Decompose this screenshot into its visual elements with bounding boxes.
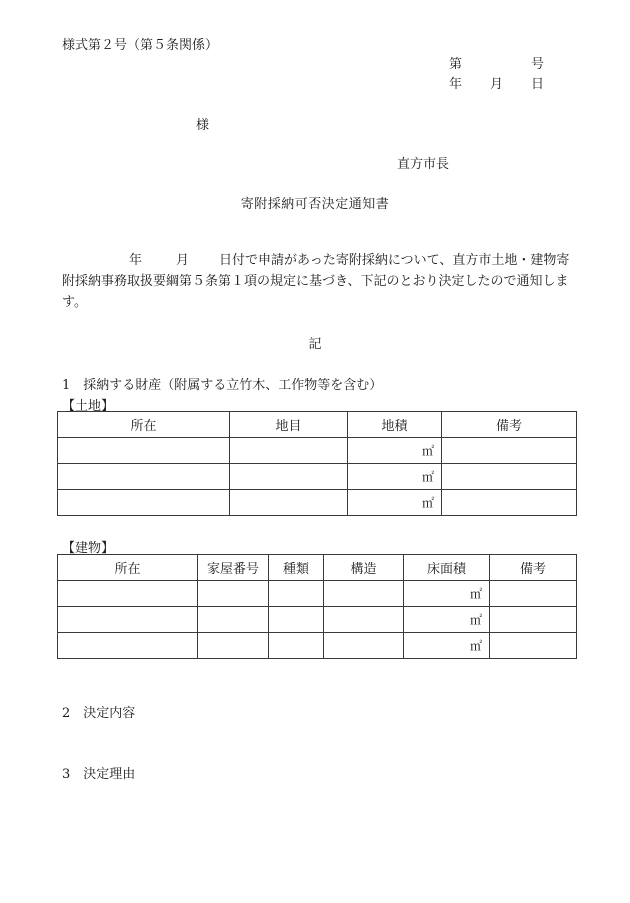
bldg-cell-location[interactable] xyxy=(58,607,198,633)
bldg-col-floor-area: 床面積 xyxy=(404,555,490,581)
land-cell-area[interactable]: ㎡ xyxy=(348,438,442,464)
bldg-cell-type[interactable] xyxy=(269,607,324,633)
bldg-cell-structure[interactable] xyxy=(324,581,404,607)
date-year: 年 xyxy=(449,77,463,92)
land-col-category: 地目 xyxy=(230,412,348,438)
section-2-heading: 2 決定内容 xyxy=(62,706,136,721)
bldg-cell-house-number[interactable] xyxy=(198,633,269,659)
section-3-heading: 3 決定理由 xyxy=(62,767,136,782)
body-year: 年 xyxy=(129,253,143,268)
land-cell-category[interactable] xyxy=(230,464,348,490)
document-number-prefix: 第 xyxy=(449,57,463,72)
table-row xyxy=(58,633,577,659)
land-cell-remarks[interactable] xyxy=(442,438,577,464)
form-label: 様式第２号（第５条関係） xyxy=(62,38,219,53)
land-col-location: 所在 xyxy=(58,412,230,438)
bldg-cell-type[interactable] xyxy=(269,581,324,607)
ki-heading: 記 xyxy=(308,337,322,352)
bldg-cell-house-number[interactable] xyxy=(198,607,269,633)
land-col-remarks: 備考 xyxy=(442,412,577,438)
table-row xyxy=(58,581,577,607)
building-label: 【建物】 xyxy=(62,541,115,556)
body-month: 月 xyxy=(176,253,190,268)
date-day: 日 xyxy=(531,77,545,92)
land-cell-remarks[interactable] xyxy=(442,464,577,490)
building-table xyxy=(57,554,577,659)
land-label: 【土地】 xyxy=(62,399,115,414)
land-cell-location[interactable] xyxy=(58,490,230,516)
land-col-area: 地積 xyxy=(348,412,442,438)
bldg-col-structure: 構造 xyxy=(324,555,404,581)
bldg-col-remarks: 備考 xyxy=(490,555,577,581)
bldg-cell-structure[interactable] xyxy=(324,607,404,633)
land-cell-remarks[interactable] xyxy=(442,490,577,516)
land-cell-area[interactable]: ㎡ xyxy=(348,490,442,516)
section-1-heading: 1 採納する財産（附属する立竹木、工作物等を含む） xyxy=(62,378,383,393)
bldg-cell-floor-area[interactable]: ㎡ xyxy=(404,581,490,607)
bldg-col-type: 種類 xyxy=(269,555,324,581)
building-table-header xyxy=(58,555,577,581)
bldg-cell-location[interactable] xyxy=(58,633,198,659)
issuer: 直方市長 xyxy=(397,157,450,172)
body-paragraph xyxy=(62,250,574,313)
land-cell-area[interactable]: ㎡ xyxy=(348,464,442,490)
table-row xyxy=(58,490,577,516)
bldg-cell-floor-area[interactable]: ㎡ xyxy=(404,607,490,633)
table-row xyxy=(58,438,577,464)
bldg-cell-floor-area[interactable]: ㎡ xyxy=(404,633,490,659)
bldg-cell-remarks[interactable] xyxy=(490,581,577,607)
bldg-cell-house-number[interactable] xyxy=(198,581,269,607)
addressee-suffix: 様 xyxy=(196,118,210,133)
bldg-cell-type[interactable] xyxy=(269,633,324,659)
bldg-col-location: 所在 xyxy=(58,555,198,581)
bldg-cell-location[interactable] xyxy=(58,581,198,607)
land-cell-category[interactable] xyxy=(230,490,348,516)
land-cell-category[interactable] xyxy=(230,438,348,464)
document-title: 寄附採納可否決定通知書 xyxy=(240,197,390,212)
land-cell-location[interactable] xyxy=(58,438,230,464)
table-row xyxy=(58,607,577,633)
bldg-cell-structure[interactable] xyxy=(324,633,404,659)
land-table-header xyxy=(58,412,577,438)
land-cell-location[interactable] xyxy=(58,464,230,490)
bldg-col-house-number: 家屋番号 xyxy=(198,555,269,581)
table-row xyxy=(58,464,577,490)
document-number-suffix: 号 xyxy=(531,57,545,72)
date-month: 月 xyxy=(490,77,504,92)
bldg-cell-remarks[interactable] xyxy=(490,607,577,633)
land-table xyxy=(57,411,577,516)
bldg-cell-remarks[interactable] xyxy=(490,633,577,659)
body-text: 日付で申請があった寄附採納について、直方市土地・建物寄附採納事務取扱要綱第５条第１項の規定に基づき、下記のとおり決定したので通知します。 xyxy=(62,253,570,310)
